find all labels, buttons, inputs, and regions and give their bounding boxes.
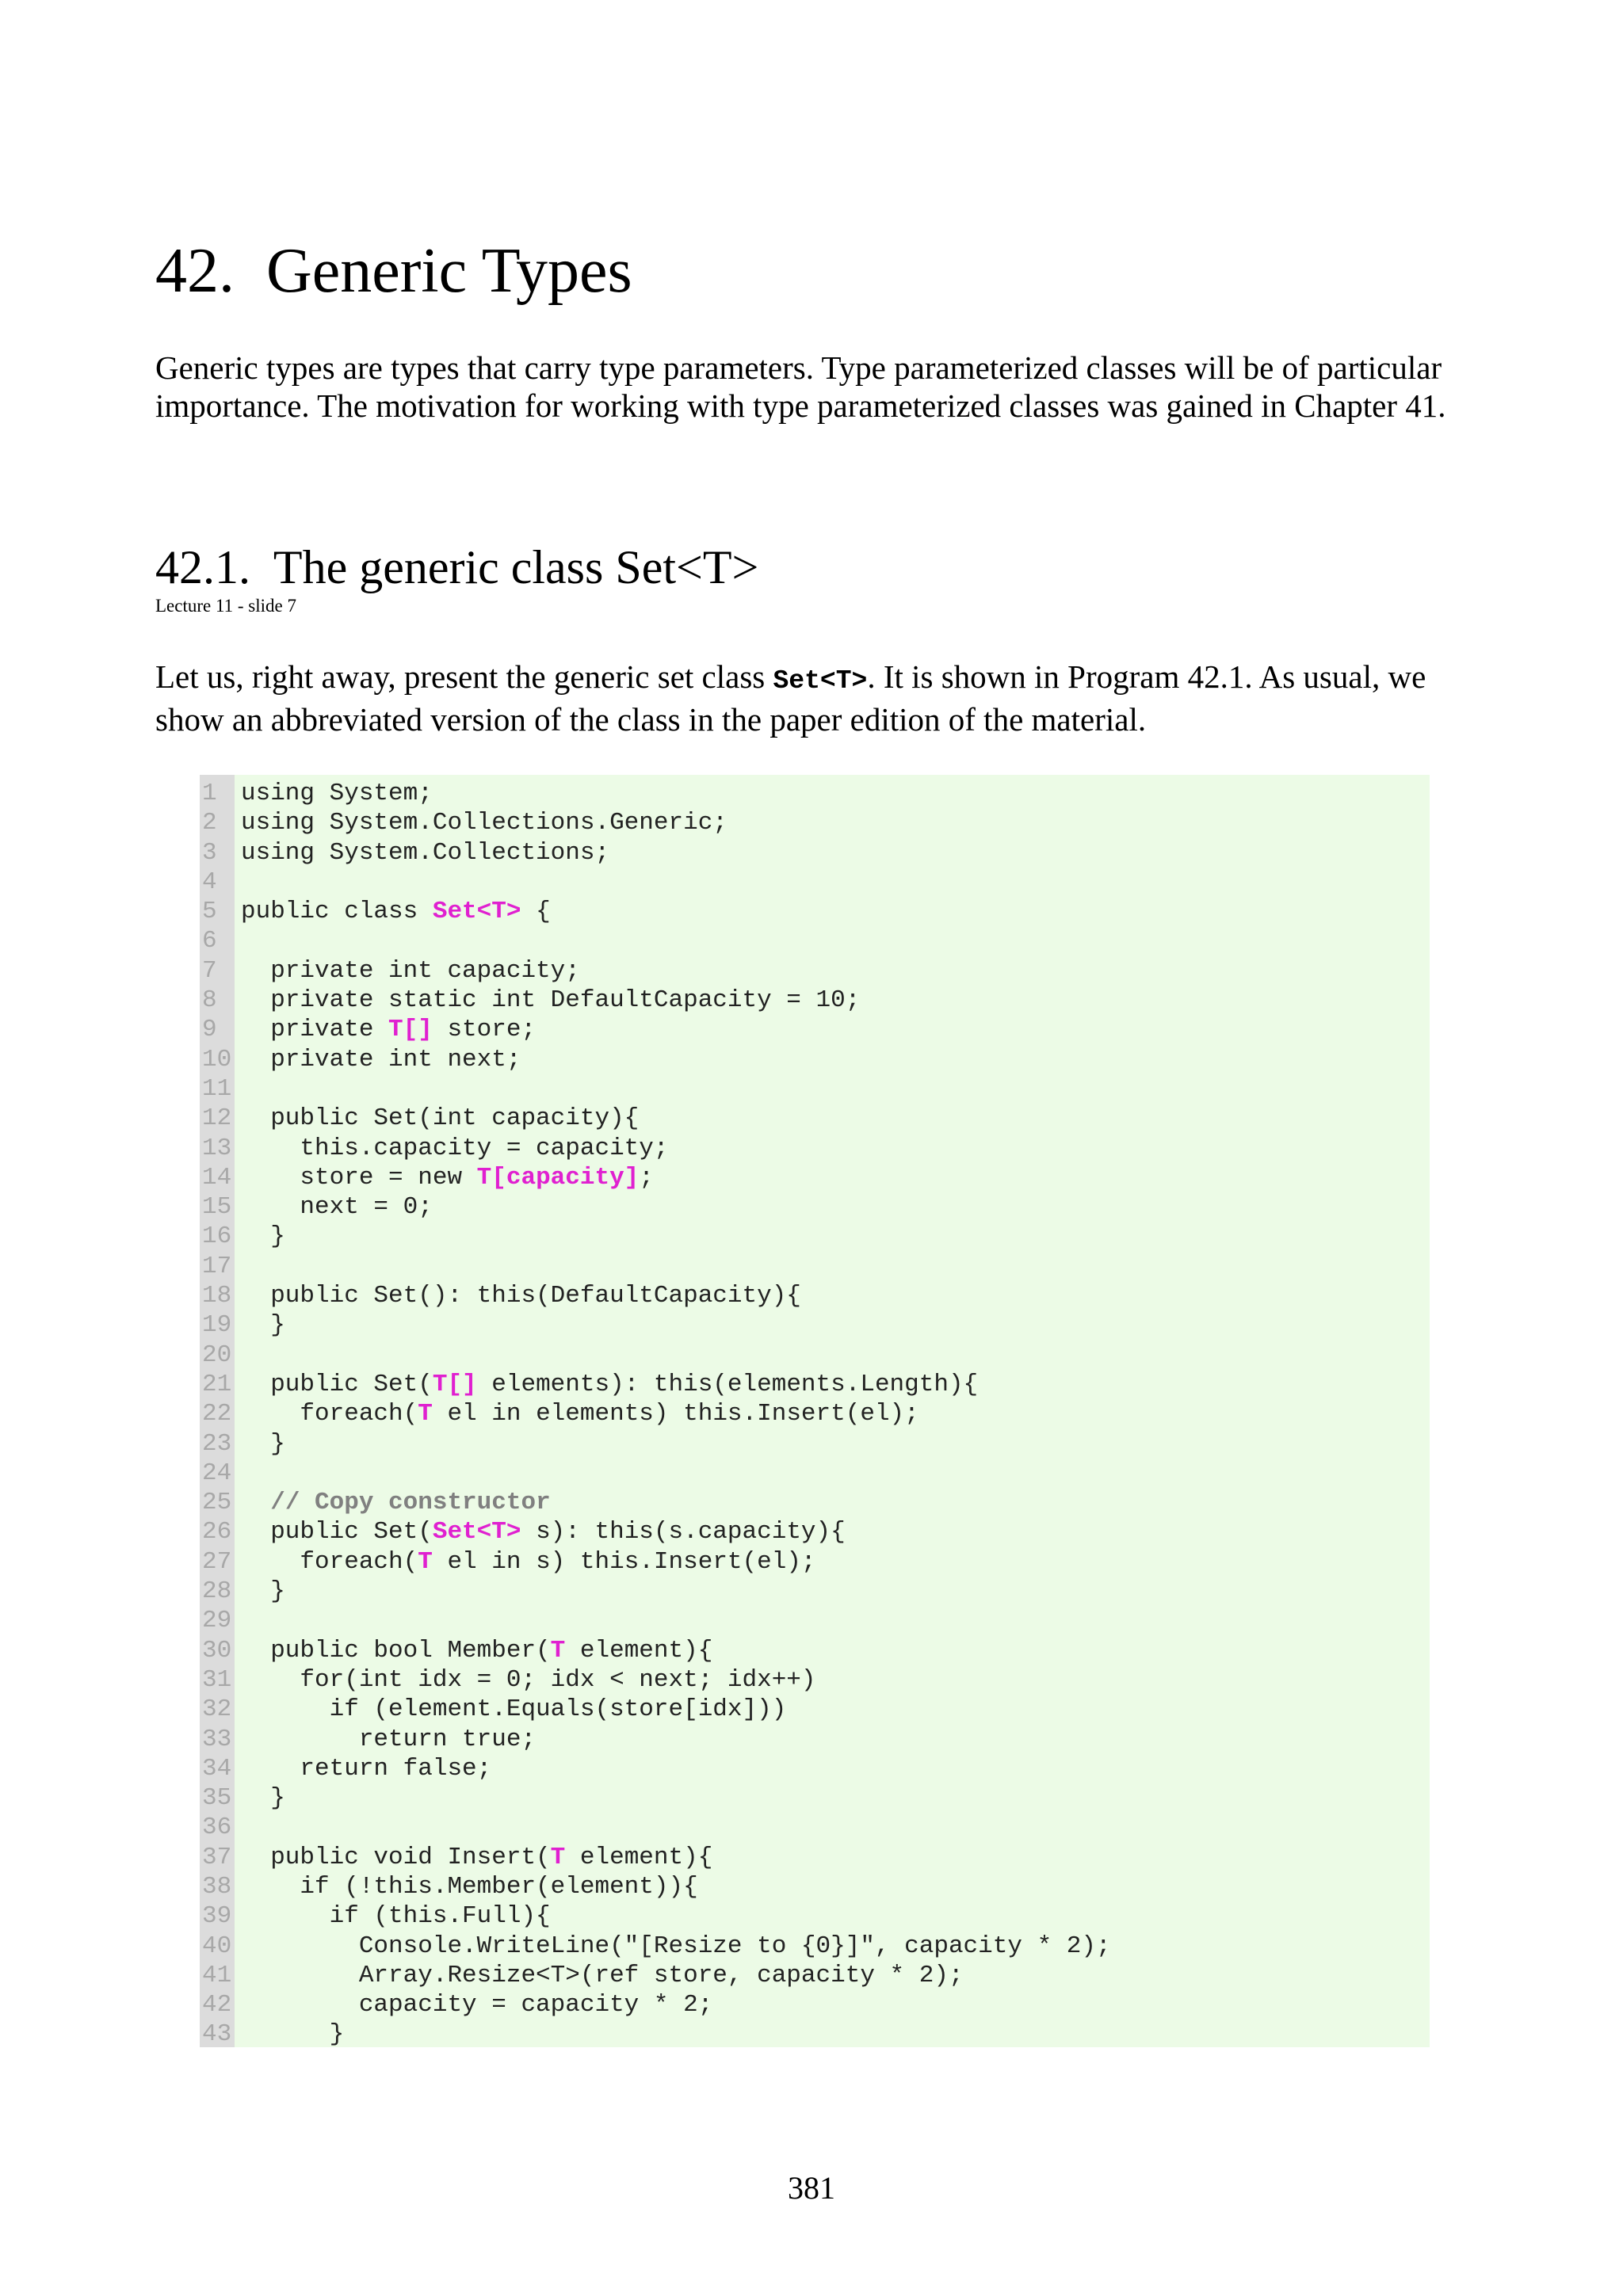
code-token: private int next;	[241, 1045, 521, 1074]
code-line	[200, 868, 1430, 897]
code-line	[200, 1074, 1430, 1104]
code-lines	[200, 779, 1430, 2050]
section-title: 42.1. The generic class Set<T>	[155, 541, 759, 593]
code-line	[200, 1872, 1430, 1901]
code-line	[200, 1459, 1430, 1488]
line-number: 9	[202, 1016, 217, 1044]
code-text	[241, 838, 609, 868]
code-line	[200, 956, 1430, 986]
line-number: 10	[202, 1045, 232, 1074]
code-token: el in elements) this.Insert(el);	[432, 1400, 919, 1428]
line-number: 18	[202, 1282, 232, 1310]
code-line	[200, 1754, 1430, 1783]
code-token: }	[241, 1222, 285, 1251]
code-token: private	[241, 1016, 389, 1044]
line-number: 22	[202, 1400, 232, 1428]
line-number: 17	[202, 1252, 232, 1280]
code-line	[200, 1134, 1430, 1163]
code-text	[241, 1281, 801, 1310]
code-text	[241, 1695, 786, 1724]
type-highlight: T[]	[388, 1016, 433, 1044]
type-highlight: T	[550, 1843, 566, 1871]
code-line	[200, 1843, 1430, 1872]
code-token: public Set(	[241, 1370, 433, 1398]
line-number: 8	[202, 986, 217, 1015]
line-number: 43	[202, 2020, 232, 2049]
code-line	[200, 1932, 1430, 1961]
code-line	[200, 1045, 1430, 1074]
code-line	[200, 1310, 1430, 1340]
code-line	[200, 986, 1430, 1015]
code-line	[200, 1901, 1430, 1931]
type-highlight: T	[418, 1547, 433, 1576]
code-line	[200, 1517, 1430, 1547]
line-number: 29	[202, 1607, 232, 1635]
code-line	[200, 779, 1430, 808]
line-number: 1	[202, 780, 217, 807]
code-line	[200, 1665, 1430, 1695]
line-number: 7	[202, 956, 217, 985]
code-text	[241, 1872, 698, 1901]
code-line	[200, 808, 1430, 837]
line-number: 6	[202, 927, 217, 955]
code-token: Array.Resize<T>(ref store, capacity * 2);	[241, 1961, 964, 1989]
type-highlight: T	[418, 1400, 433, 1428]
code-token: using System.Collections;	[241, 838, 610, 867]
code-token: }	[241, 1577, 285, 1606]
line-number: 11	[202, 1074, 232, 1103]
line-number: 39	[202, 1902, 232, 1931]
type-highlight: T	[550, 1636, 566, 1665]
line-number: 13	[202, 1134, 232, 1162]
code-text	[241, 1429, 285, 1459]
code-token: elements): this(elements.Length){	[476, 1370, 979, 1398]
code-text	[241, 1783, 285, 1813]
code-line	[200, 1370, 1430, 1399]
line-number: 41	[202, 1961, 232, 1989]
code-token: for(int idx = 0; idx < next; idx++)	[241, 1665, 816, 1694]
code-line	[200, 2019, 1430, 2049]
code-text	[241, 1577, 285, 1606]
code-token: }	[241, 2020, 345, 2049]
code-line	[200, 1192, 1430, 1222]
code-text	[241, 1990, 712, 2019]
line-number: 38	[202, 1872, 232, 1901]
code-text	[241, 1104, 639, 1133]
code-line	[200, 1547, 1430, 1577]
code-text	[241, 1754, 491, 1783]
code-text	[241, 1665, 816, 1695]
page-number: 381	[788, 2170, 835, 2206]
code-comment: // Copy constructor	[270, 1489, 551, 1517]
line-number: 4	[202, 868, 217, 896]
section-paragraph	[155, 658, 1503, 738]
chapter-title: 42. Generic Types	[155, 236, 632, 306]
line-number: 28	[202, 1577, 232, 1606]
type-highlight: T[]	[432, 1370, 477, 1398]
code-line	[200, 1636, 1430, 1665]
line-number: 33	[202, 1725, 232, 1753]
code-text	[241, 1901, 551, 1931]
code-line	[200, 1015, 1430, 1044]
line-number: 42	[202, 1991, 232, 2019]
code-token: store;	[432, 1016, 537, 1044]
code-line	[200, 1252, 1430, 1281]
line-number: 34	[202, 1754, 232, 1783]
code-line	[200, 1606, 1430, 1635]
type-highlight: Set<T>	[432, 1518, 521, 1547]
code-line	[200, 838, 1430, 868]
code-text	[241, 1961, 964, 1990]
code-token: }	[241, 1311, 285, 1340]
code-line	[200, 1399, 1430, 1428]
code-line	[200, 897, 1430, 926]
line-number: 14	[202, 1163, 232, 1192]
code-token: element){	[565, 1843, 713, 1871]
code-token	[241, 1489, 270, 1516]
code-text	[241, 1015, 536, 1044]
code-token: public Set(int capacity){	[241, 1104, 640, 1133]
code-token: if (!this.Member(element)){	[241, 1872, 698, 1901]
code-token: public class	[241, 898, 433, 926]
code-text	[241, 897, 551, 926]
code-text	[241, 779, 433, 808]
line-number: 37	[202, 1843, 232, 1871]
code-line	[200, 1163, 1430, 1192]
code-token: using System;	[241, 780, 433, 807]
code-line	[200, 1104, 1430, 1133]
line-number: 36	[202, 1814, 232, 1842]
code-token: public void Insert(	[241, 1843, 551, 1871]
code-token: return false;	[241, 1754, 492, 1783]
code-token: s): this(s.capacity){	[521, 1518, 846, 1547]
code-line	[200, 1341, 1430, 1370]
code-line	[200, 1222, 1430, 1251]
code-text	[241, 1134, 669, 1163]
code-line	[200, 1577, 1430, 1606]
code-text	[241, 956, 580, 986]
code-text	[241, 1932, 1111, 1961]
code-line	[200, 1725, 1430, 1754]
code-line	[200, 1961, 1430, 1990]
line-number: 12	[202, 1104, 232, 1133]
code-token: private int capacity;	[241, 956, 580, 985]
line-number: 31	[202, 1665, 232, 1694]
inline-code: Set<T>	[773, 666, 868, 696]
code-text	[241, 986, 860, 1015]
code-token: {	[521, 898, 551, 926]
code-text	[241, 1399, 919, 1428]
intro-paragraph: Generic types are types that carry type parameters. Type parameterized classes will be of particular importance. The motivation for working with type parameterized classes was gained in Chapter 41.	[155, 349, 1446, 424]
line-number: 21	[202, 1370, 232, 1398]
paragraph-text: Let us, right away, present the generic set class	[155, 658, 773, 695]
code-token: next = 0;	[241, 1193, 433, 1222]
paragraph-text: . It is shown in Program 42.1. As usual, we show an abbreviated version of the class in the paper edition of the material.	[155, 658, 1426, 738]
line-number: 5	[202, 898, 217, 926]
line-number: 26	[202, 1518, 232, 1547]
code-token: capacity = capacity * 2;	[241, 1991, 713, 2019]
line-number: 32	[202, 1695, 232, 1724]
code-token: return true;	[241, 1725, 537, 1753]
code-token: ;	[639, 1163, 654, 1192]
line-number: 23	[202, 1429, 232, 1458]
code-token: }	[241, 1429, 285, 1458]
code-token: public bool Member(	[241, 1636, 551, 1665]
line-number: 25	[202, 1489, 232, 1517]
type-highlight: Set<T>	[432, 898, 521, 926]
line-number: 24	[202, 1459, 232, 1487]
code-line	[200, 1813, 1430, 1842]
code-token: if (element.Equals(store[idx]))	[241, 1695, 787, 1724]
program-listing	[200, 775, 1430, 2047]
code-token: public Set(	[241, 1518, 433, 1547]
line-number: 2	[202, 809, 217, 837]
code-text	[241, 1843, 712, 1872]
code-line	[200, 1783, 1430, 1813]
code-token: element){	[565, 1636, 713, 1665]
code-text	[241, 1222, 285, 1251]
code-line	[200, 926, 1430, 955]
code-token: store = new	[241, 1163, 477, 1192]
code-text	[241, 1636, 712, 1665]
line-number: 40	[202, 1932, 232, 1960]
line-number: 19	[202, 1311, 232, 1340]
code-line	[200, 1281, 1430, 1310]
code-text	[241, 1045, 521, 1074]
type-highlight: T[capacity]	[476, 1163, 640, 1192]
line-number: 35	[202, 1784, 232, 1813]
line-number: 15	[202, 1193, 232, 1222]
code-text	[241, 1370, 978, 1399]
code-text	[241, 1310, 285, 1340]
code-token: }	[241, 1784, 285, 1813]
code-token: public Set(): this(DefaultCapacity){	[241, 1282, 801, 1310]
code-text	[241, 1547, 816, 1577]
code-text	[241, 1488, 551, 1517]
line-number: 16	[202, 1222, 232, 1251]
code-token: if (this.Full){	[241, 1902, 551, 1931]
code-text	[241, 808, 727, 837]
code-line	[200, 1990, 1430, 2019]
code-line	[200, 1488, 1430, 1517]
code-token: el in s) this.Insert(el);	[432, 1547, 816, 1576]
code-token: using System.Collections.Generic;	[241, 809, 727, 837]
line-number: 3	[202, 838, 217, 867]
slide-reference: Lecture 11 - slide 7	[155, 596, 296, 616]
line-number: 30	[202, 1636, 232, 1665]
line-number: 27	[202, 1547, 232, 1576]
code-text	[241, 1725, 536, 1754]
code-text	[241, 1163, 654, 1192]
code-text	[241, 1517, 846, 1547]
code-token: private static int DefaultCapacity = 10;	[241, 986, 861, 1015]
code-line	[200, 1695, 1430, 1724]
code-token: Console.WriteLine("[Resize to {0}]", capacity * 2);	[241, 1932, 1111, 1960]
code-token: foreach(	[241, 1547, 418, 1576]
line-number: 20	[202, 1341, 232, 1369]
code-line	[200, 1429, 1430, 1459]
code-text	[241, 1192, 433, 1222]
code-text	[241, 2019, 344, 2049]
code-token: this.capacity = capacity;	[241, 1134, 669, 1162]
code-token: foreach(	[241, 1400, 418, 1428]
